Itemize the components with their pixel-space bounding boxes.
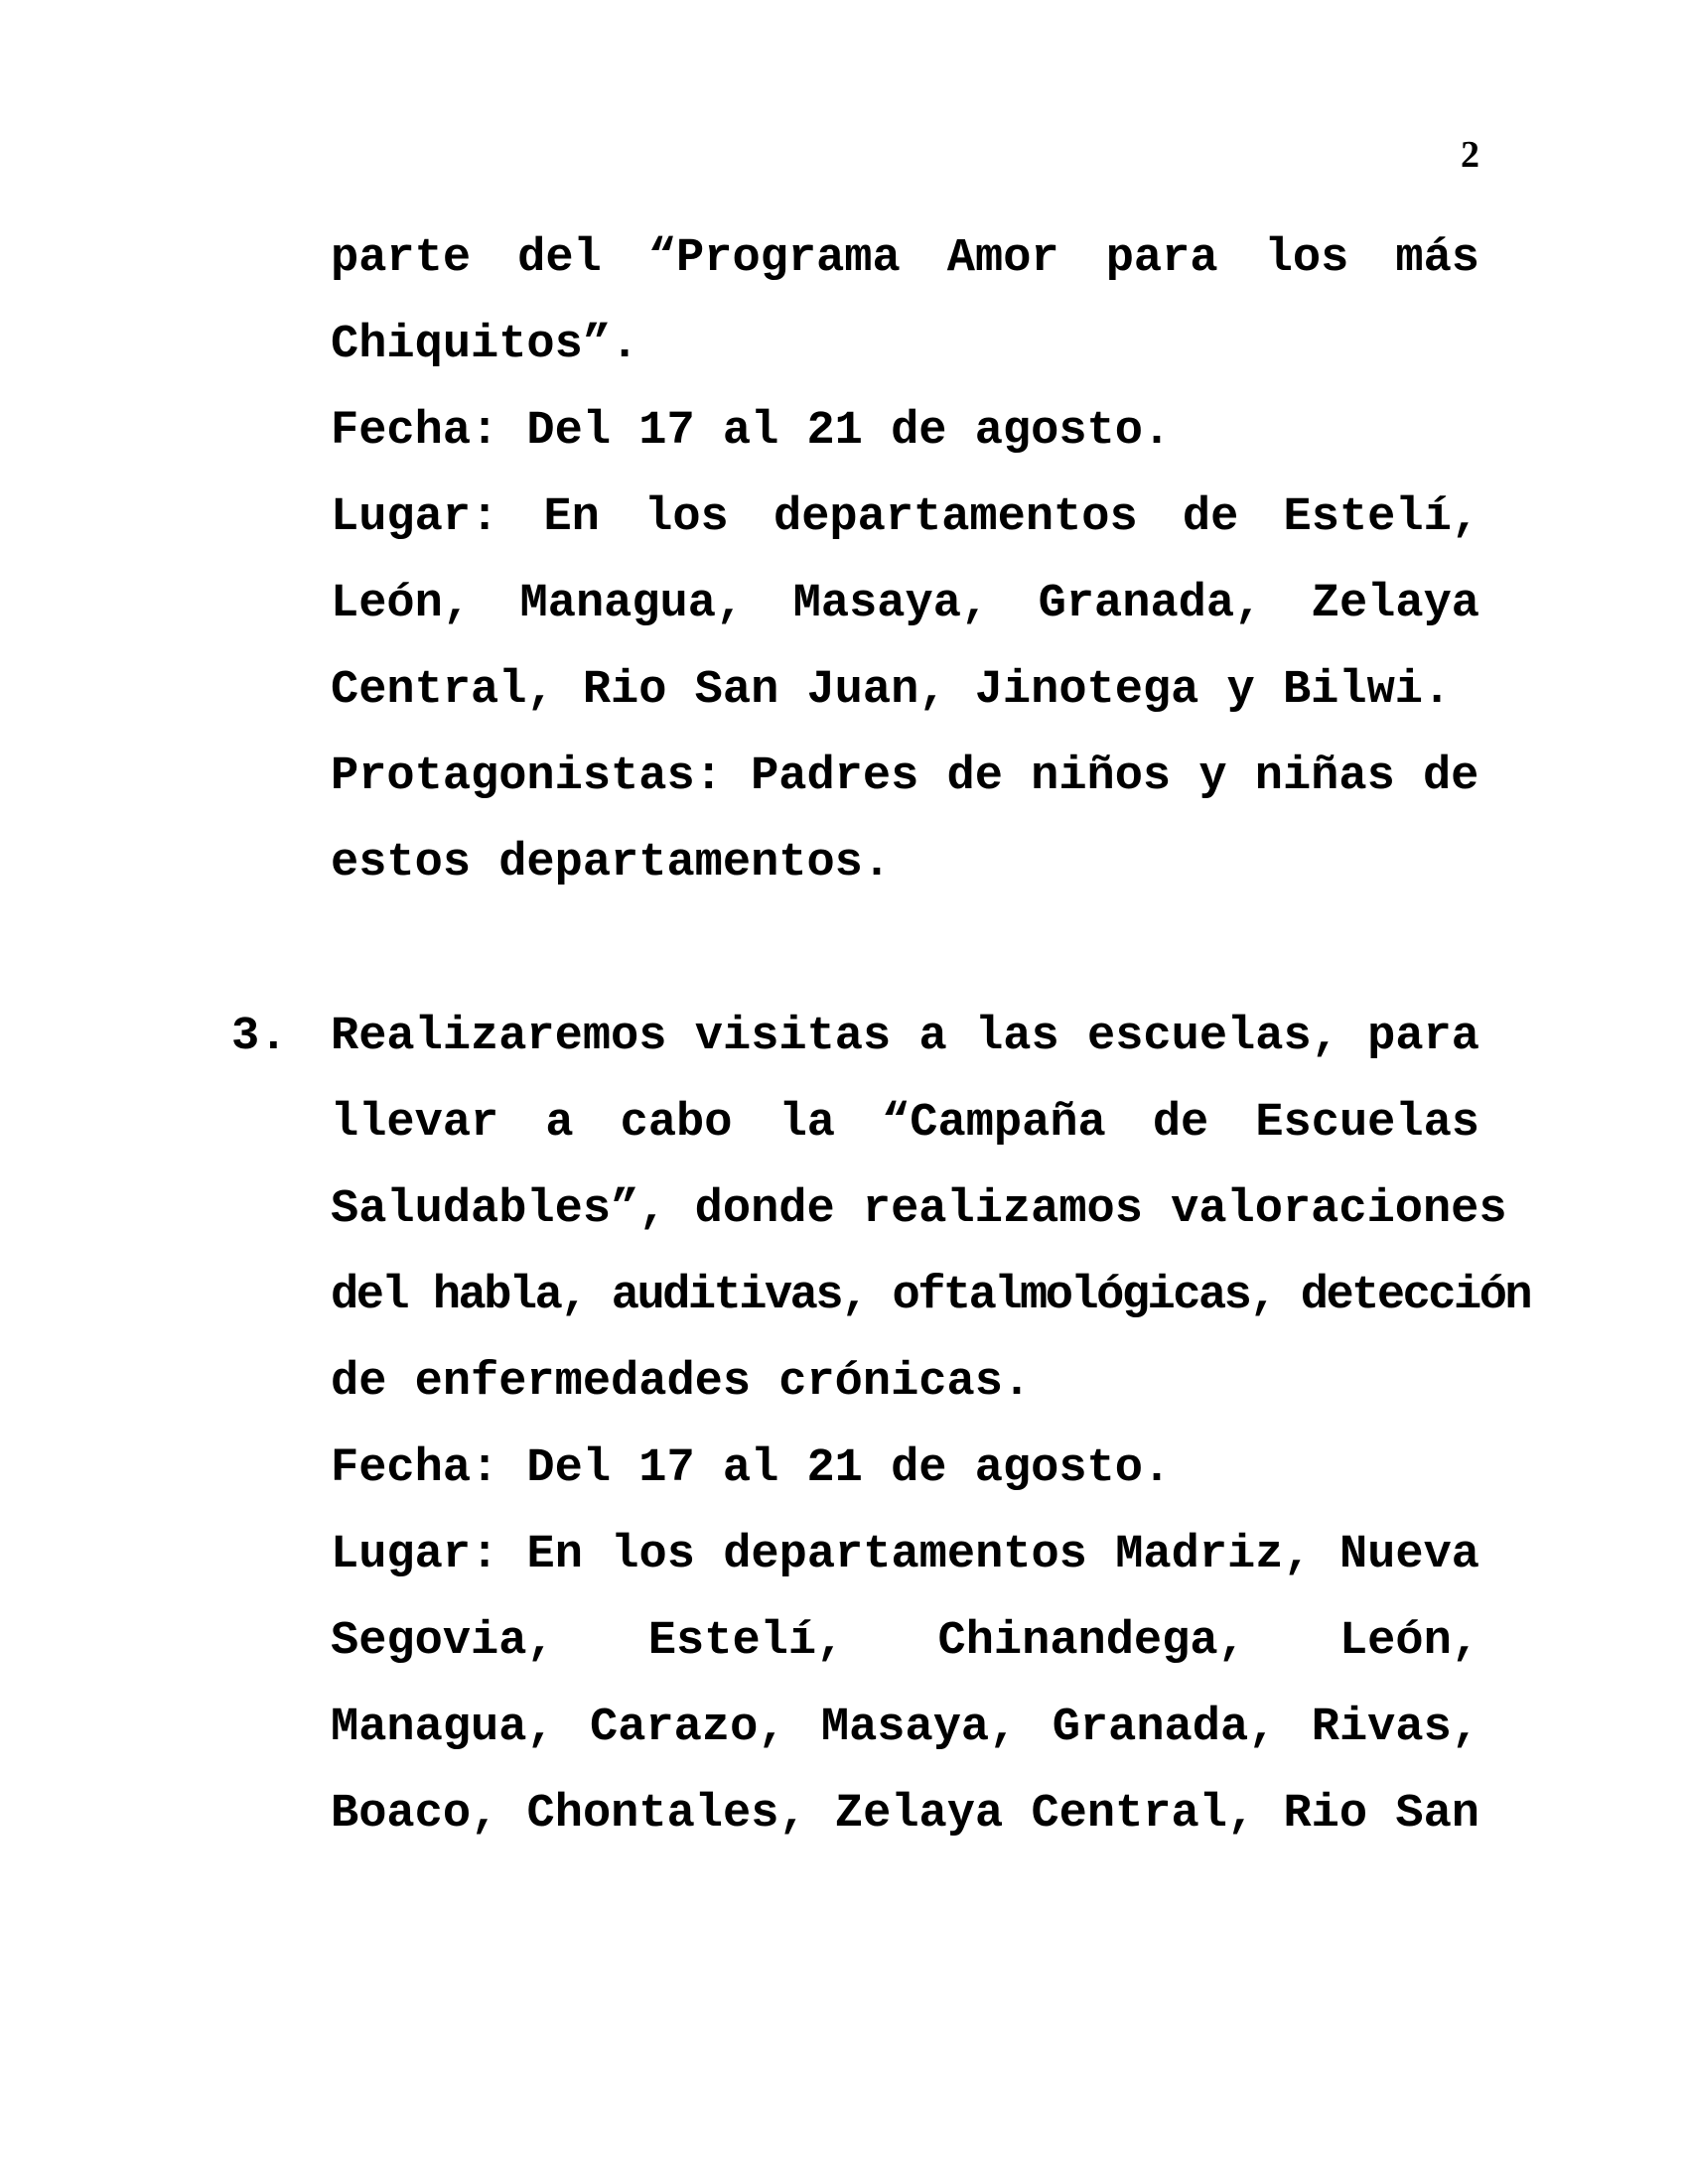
text-line: Realizaremos visitas a las escuelas, para: [331, 1011, 1479, 1063]
list-item-3-text: [331, 994, 1531, 1857]
text-line: Lugar: En los departamentos de Estelí,: [331, 491, 1479, 544]
text-line: Boaco, Chontales, Zelaya Central, Rio San: [331, 1788, 1479, 1841]
text-line: llevar a cabo la “Campaña de Escuelas: [331, 1097, 1479, 1150]
text-line: de enfermedades crónicas.: [331, 1356, 1032, 1409]
text-line: Chiquitos”.: [331, 319, 639, 371]
text-line: Managua, Carazo, Masaya, Granada, Rivas,: [331, 1702, 1479, 1754]
text-line: Saludables”, donde realizamos valoraciones: [331, 1183, 1507, 1236]
text-line: Fecha: Del 17 al 21 de agosto.: [331, 1442, 1172, 1495]
text-line: estos departamentos.: [331, 837, 892, 889]
text-line: Protagonistas: Padres de niños y niñas de: [331, 751, 1479, 803]
continued-item-text: [331, 215, 1479, 906]
text-line: parte del “Programa Amor para los más: [331, 232, 1479, 285]
text-line: del habla, auditivas, oftalmológicas, detección: [331, 1270, 1531, 1322]
text-line: Central, Rio San Juan, Jinotega y Bilwi.: [331, 664, 1452, 717]
text-line: Segovia, Estelí, Chinandega, León,: [331, 1615, 1479, 1668]
text-line: Fecha: Del 17 al 21 de agosto.: [331, 405, 1172, 458]
page-number: 2: [1461, 134, 1479, 176]
text-line: Lugar: En los departamentos Madriz, Nueva: [331, 1529, 1479, 1581]
text-line: León, Managua, Masaya, Granada, Zelaya: [331, 578, 1479, 630]
list-item-number: 3.: [231, 1011, 288, 1063]
